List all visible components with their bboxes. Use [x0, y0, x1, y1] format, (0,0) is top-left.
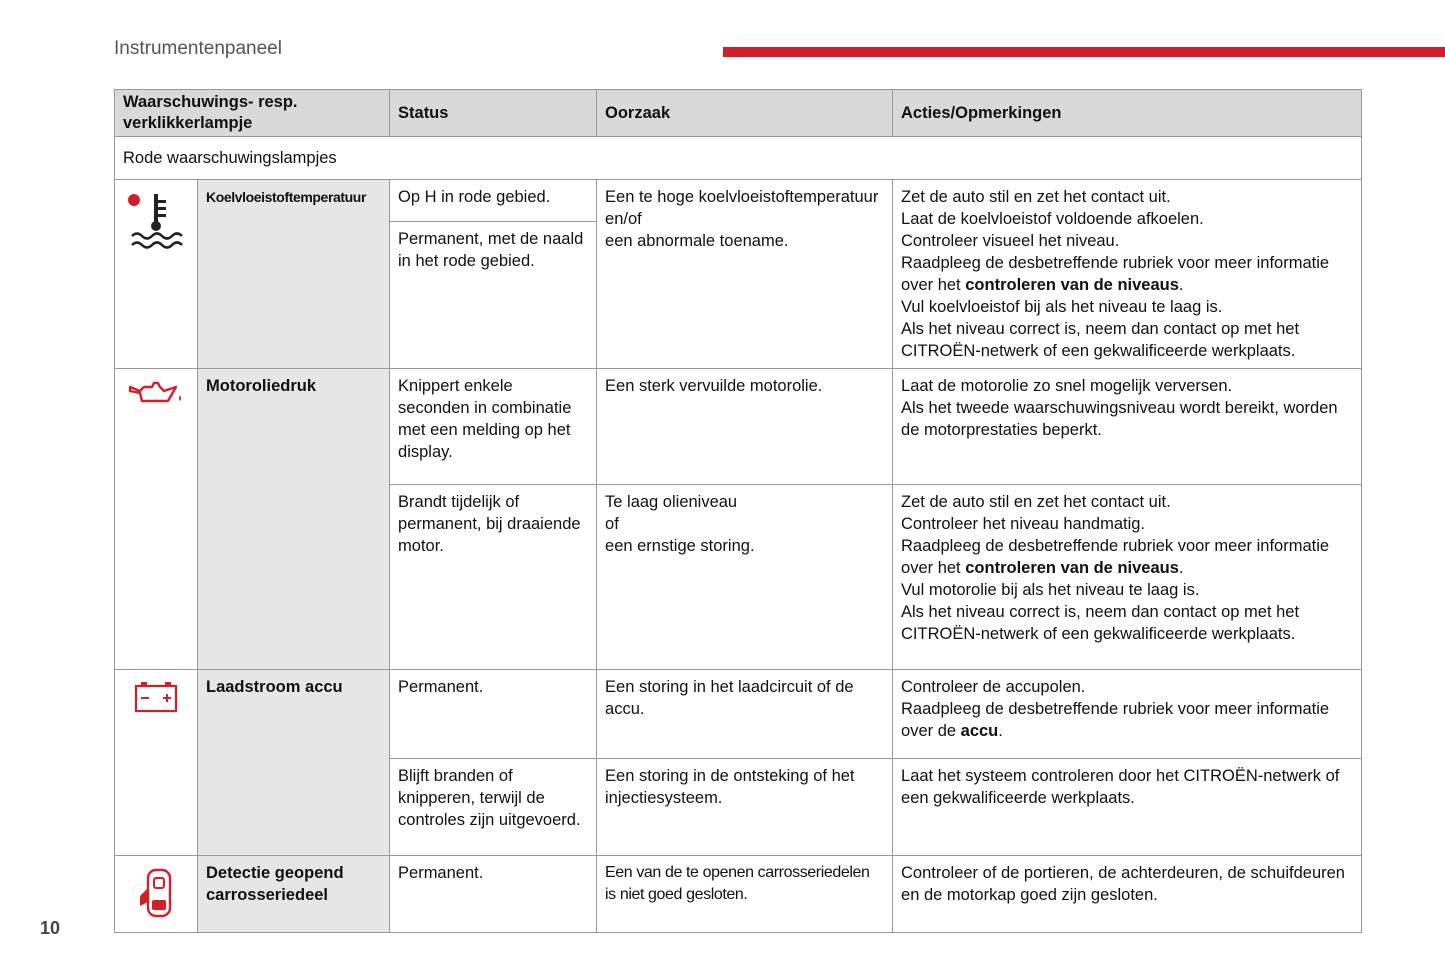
action-emphasis: accu — [960, 722, 999, 740]
battery-lamp-name: Laadstroom accu — [198, 670, 390, 856]
battery-status-1: Permanent. — [390, 670, 597, 759]
battery-icon-cell — [115, 670, 198, 856]
oil-lamp-name: Motoroliedruk — [198, 369, 390, 670]
action-emphasis: controleren van de niveaus — [965, 276, 1179, 294]
action-line: Raadpleeg de desbetreffende rubriek voor meer informatie — [901, 254, 1330, 272]
coolant-icon-cell — [115, 180, 198, 369]
coolant-temperature-icon — [126, 236, 186, 254]
coolant-status-1: Op H in rode gebied. — [390, 180, 597, 222]
action-text: . — [1178, 559, 1184, 577]
oil-icon-cell — [115, 369, 198, 670]
door-open-icon — [136, 906, 176, 924]
coolant-cause-line: Een te hoge koelvloeistoftemperatuur en/of — [605, 188, 879, 228]
action-line: CITROËN-netwerk of een gekwalificeerde werkplaats. — [901, 342, 1296, 360]
action-line: Zet de auto stil en zet het contact uit. — [901, 188, 1171, 206]
battery-actions-1 — [893, 670, 1362, 759]
battery-cause-2: Een storing in de ontsteking of het injectiesysteem. — [597, 759, 893, 856]
action-text: . — [1178, 276, 1184, 294]
battery-actions-2: Laat het systeem controleren door het CITROËN-netwerk of een gekwalificeerde werkplaats. — [893, 759, 1362, 856]
table-header-row — [115, 90, 1362, 137]
column-header-status: Status — [390, 90, 597, 137]
battery-cause-1: Een storing in het laadcircuit of de accu. — [597, 670, 893, 759]
action-text: . — [998, 722, 1003, 740]
action-line: Laat de motorolie zo snel mogelijk verversen. — [901, 377, 1233, 395]
section-label: Rode waarschuwingslampjes — [115, 137, 1362, 180]
action-line: Als het niveau correct is, neem dan contact op met het — [901, 320, 1300, 338]
action-line: Als het tweede waarschuwingsniveau wordt bereikt, worden de motorprestaties beperkt. — [901, 399, 1338, 439]
battery-status-2: Blijft branden of knipperen, terwijl de controles zijn uitgevoerd. — [390, 759, 597, 856]
action-line: Als het niveau correct is, neem dan contact op met het — [901, 603, 1300, 621]
column-header-actions: Acties/Opmerkingen — [893, 90, 1362, 137]
coolant-status-2: Permanent, met de naald in het rode gebied. — [390, 222, 597, 369]
oil-cause-1: Een sterk vervuilde motorolie. — [597, 369, 893, 485]
accent-bar — [723, 47, 1445, 57]
action-text: over het — [901, 276, 966, 294]
door-status: Permanent. — [390, 856, 597, 933]
action-line — [901, 720, 1353, 742]
door-lamp-name: Detectie geopend carrosseriedeel — [198, 856, 390, 933]
oil-status-2: Brandt tijdelijk of permanent, bij draaiende motor. — [390, 485, 597, 670]
coolant-actions — [893, 180, 1362, 369]
action-line: Raadpleeg de desbetreffende rubriek voor meer informatie — [901, 537, 1330, 555]
section-title: Instrumentenpaneel — [114, 38, 282, 59]
action-line: Laat de koelvloeistof voldoende afkoelen. — [901, 210, 1204, 228]
oil-cause-2 — [597, 485, 893, 670]
table-row — [115, 670, 1362, 759]
coolant-cause-line: een abnormale toename. — [605, 232, 789, 250]
action-line: Controleer visueel het niveau. — [901, 232, 1120, 250]
action-line: Vul motorolie bij als het niveau te laag is. — [901, 581, 1200, 599]
cause-line: Te laag olieniveau — [605, 493, 738, 511]
action-line: Controleer het niveau handmatig. — [901, 515, 1146, 533]
door-cause: Een van de te openen carrosseriedelen is niet goed gesloten. — [597, 856, 893, 933]
action-line: Raadpleeg de desbetreffende rubriek voor meer informatie — [901, 700, 1330, 718]
oil-pressure-icon — [128, 395, 184, 413]
action-line: Zet de auto stil en zet het contact uit. — [901, 493, 1171, 511]
section-row — [115, 137, 1362, 180]
door-actions: Controleer of de portieren, de achterdeuren, de schuifdeuren en de motorkap goed zijn gesloten. — [893, 856, 1362, 933]
coolant-cause — [597, 180, 893, 369]
action-line: Vul koelvloeistof bij als het niveau te laag is. — [901, 298, 1223, 316]
action-text: over de — [901, 722, 961, 740]
warning-lamps-table — [114, 89, 1362, 933]
action-line: Controleer de accupolen. — [901, 678, 1086, 696]
battery-icon — [133, 700, 179, 718]
coolant-lamp-name: Koelvloeistoftemperatuur — [198, 180, 390, 369]
cause-line: een ernstige storing. — [605, 537, 755, 555]
table-row — [115, 369, 1362, 485]
action-line: CITROËN-netwerk of een gekwalificeerde werkplaats. — [901, 625, 1296, 643]
oil-actions-2 — [893, 485, 1362, 670]
action-emphasis: controleren van de niveaus — [965, 559, 1179, 577]
page-number: 10 — [40, 918, 61, 938]
oil-status-1: Knippert enkele seconden in combinatie met een melding op het display. — [390, 369, 597, 485]
column-header-lamp: Waarschuwings- resp. verklikkerlampje — [115, 90, 390, 137]
column-header-cause: Oorzaak — [597, 90, 893, 137]
table-row — [115, 856, 1362, 933]
table-row — [115, 180, 1362, 222]
oil-actions-1 — [893, 369, 1362, 485]
cause-line: of — [605, 515, 619, 533]
action-text: over het — [901, 559, 966, 577]
action-line — [901, 557, 1353, 579]
door-icon-cell — [115, 856, 198, 933]
action-line — [901, 274, 1353, 296]
